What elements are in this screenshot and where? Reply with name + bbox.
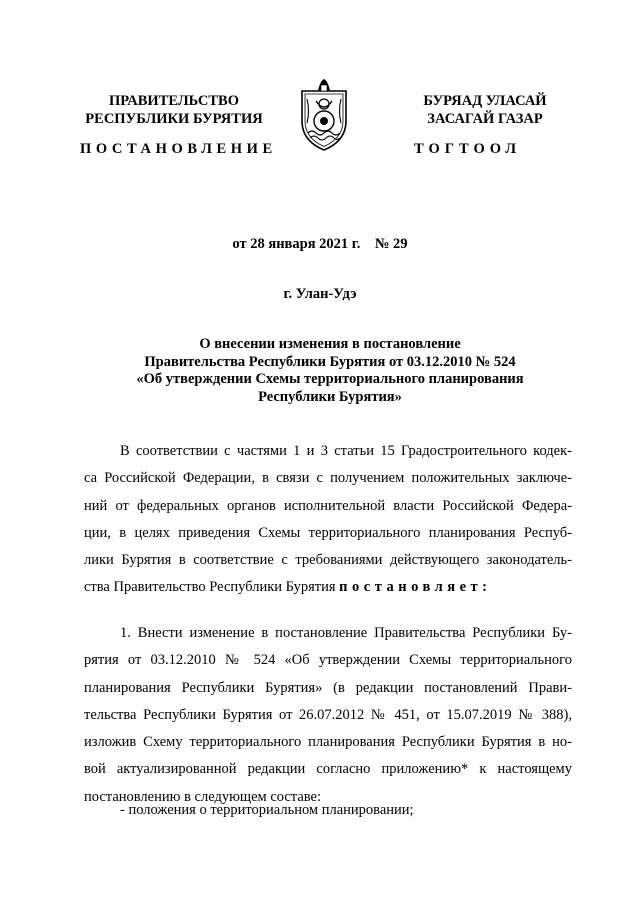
document-city: г. Улан-Удэ — [283, 286, 357, 302]
doc-type-bua: ТОГТООЛ — [414, 141, 522, 157]
text-line: В соответствии с частями 1 и 3 статьи 15 Градостроительного кодек- — [120, 443, 572, 459]
document-date-number: от 28 января 2021 г. № 29 — [232, 236, 408, 252]
document-title — [90, 336, 570, 406]
text-line-part: ства Правительство Республики Бурятия — [84, 579, 340, 596]
coat-of-arms-icon — [296, 77, 352, 153]
text-line: ний от федеральных органов исполнительной власти Российской Федера- — [84, 497, 572, 514]
text-line: са Российской Федерации, в связи с получением положительных заключе- — [84, 470, 572, 487]
text-line: изложив Схему территориального планирования Республики Бурятия в но- — [84, 734, 572, 751]
org-name-ru-line1: ПРАВИТЕЛЬСТВО — [109, 93, 239, 109]
header-left-org — [60, 92, 288, 128]
text-line: тельства Республики Бурятия от 26.07.2012 № 451, от 15.07.2019 № 388), — [84, 706, 572, 723]
text-line: планирования Республики Бурятия» (в редакции постановлений Прави- — [84, 679, 572, 696]
org-name-bua-line2: ЗАСАГАЙ ГАЗАР — [427, 111, 543, 127]
text-line — [84, 574, 572, 601]
text-line: вой актуализированной редакции согласно приложению* к настоящему — [84, 761, 572, 778]
doc-type-ru: ПОСТАНОВЛЕНИЕ — [80, 141, 277, 157]
title-line: «Об утверждении Схемы территориального планирования — [136, 371, 524, 387]
text-line: ции, в целях приведения Схемы территориального планирования Респуб- — [84, 524, 572, 541]
text-line: лики Бурятия в соответствие с требованиями действующего законодатель- — [84, 552, 572, 569]
org-name-ru-line2: РЕСПУБЛИКИ БУРЯТИЯ — [85, 111, 263, 127]
title-line: Правительства Республики Бурятия от 03.12.2010 № 524 — [144, 353, 516, 370]
title-line: О внесении изменения в постановление — [199, 336, 461, 352]
org-name-bua-line1: БУРЯАД УЛАСАЙ — [423, 93, 547, 109]
text-line: рятия от 03.12.2010 № 524 «Об утверждении Схемы территориального — [84, 652, 572, 669]
clause-1-paragraph — [84, 620, 572, 811]
text-line: 1. Внести изменение в постановление Правительства Республики Бу- — [120, 625, 572, 641]
title-line: Республики Бурятия» — [258, 388, 402, 405]
resolves-word: постановляет: — [339, 579, 492, 596]
preamble-paragraph — [84, 438, 572, 602]
text-line: постановлению в следующем составе: — [84, 788, 321, 805]
list-item: - положения о территориальном планировании; — [120, 802, 414, 818]
header-right-org — [380, 92, 590, 128]
